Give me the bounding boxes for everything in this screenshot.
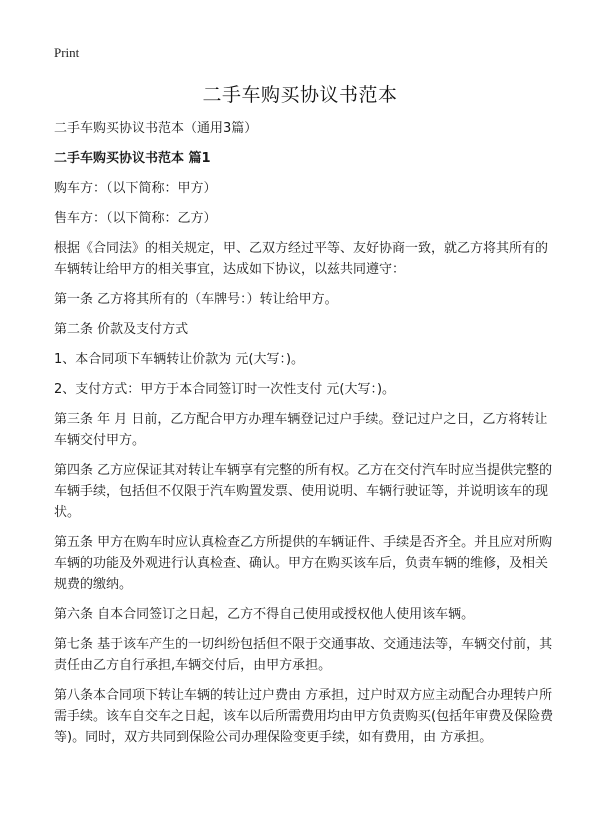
preamble-paragraph: 根据《合同法》的相关规定，甲、乙双方经过平等、友好协商一致，就乙方将其所有的车辆转让给甲方的相关事宜，达成如下协议，以兹共同遵守： bbox=[54, 241, 549, 277]
article-6: 第六条 自本合同签订之日起，乙方不得自己使用或授权他人使用该车辆。 bbox=[54, 607, 475, 622]
seller-line: 售车方：（以下简称：乙方） bbox=[54, 211, 217, 226]
article-4: 第四条 乙方应保证其对转让车辆享有完整的所有权。乙方在交付汽车时应当提供完整的车辆手续，包括但不仅限于汽车购置发票、使用说明、车辆行驶证等，并说明该车的现状。 bbox=[54, 463, 553, 520]
article-8: 第八条本合同项下转让车辆的转让过户费由 方承担，过户时双方应主动配合办理转户所需手续。该车自交车之日起，该车以后所需费用均由甲方负责购买(包括年审费及保险费等)。同时，双方共同到保险公司办理保险变更手续，如有费用，由 方承担。 bbox=[54, 688, 554, 745]
article-7: 第七条 基于该车产生的一切纠纷包括但不限于交通事故、交通违法等，车辆交付前，其责任由乙方自行承担,车辆交付后，由甲方承担。 bbox=[54, 637, 553, 673]
article-2-heading: 第二条 价款及支付方式 bbox=[54, 322, 189, 337]
article-5: 第五条 甲方在购车时应认真检查乙方所提供的车辆证件、手续是否齐全。并且应对所购车辆的功能及外观进行认真检查、确认。甲方在购买该车后，负责车辆的维修，及相关规费的缴纳。 bbox=[54, 535, 553, 592]
buyer-line: 购车方：（以下简称：甲方） bbox=[54, 181, 217, 196]
document-body bbox=[54, 118, 554, 757]
article-2-item-1: 1、本合同项下车辆转让价款为 元(大写：)。 bbox=[54, 352, 305, 367]
article-2-item-2: 2、支付方式：甲方于本合同签订时一次性支付 元(大写：)。 bbox=[54, 382, 396, 397]
article-3: 第三条 年 月 日前，乙方配合甲方办理车辆登记过户手续。登记过户之日，乙方将转让车辆交付甲方。 bbox=[54, 412, 548, 448]
document-subtitle: 二手车购买协议书范本（通用3篇） bbox=[54, 121, 258, 136]
section-heading: 二手车购买协议书范本 篇1 bbox=[54, 151, 211, 166]
article-1: 第一条 乙方将其所有的（车牌号：）转让给甲方。 bbox=[54, 292, 338, 307]
document-title: 二手车购买协议书范本 bbox=[202, 84, 398, 106]
print-link[interactable]: Print bbox=[54, 45, 80, 60]
